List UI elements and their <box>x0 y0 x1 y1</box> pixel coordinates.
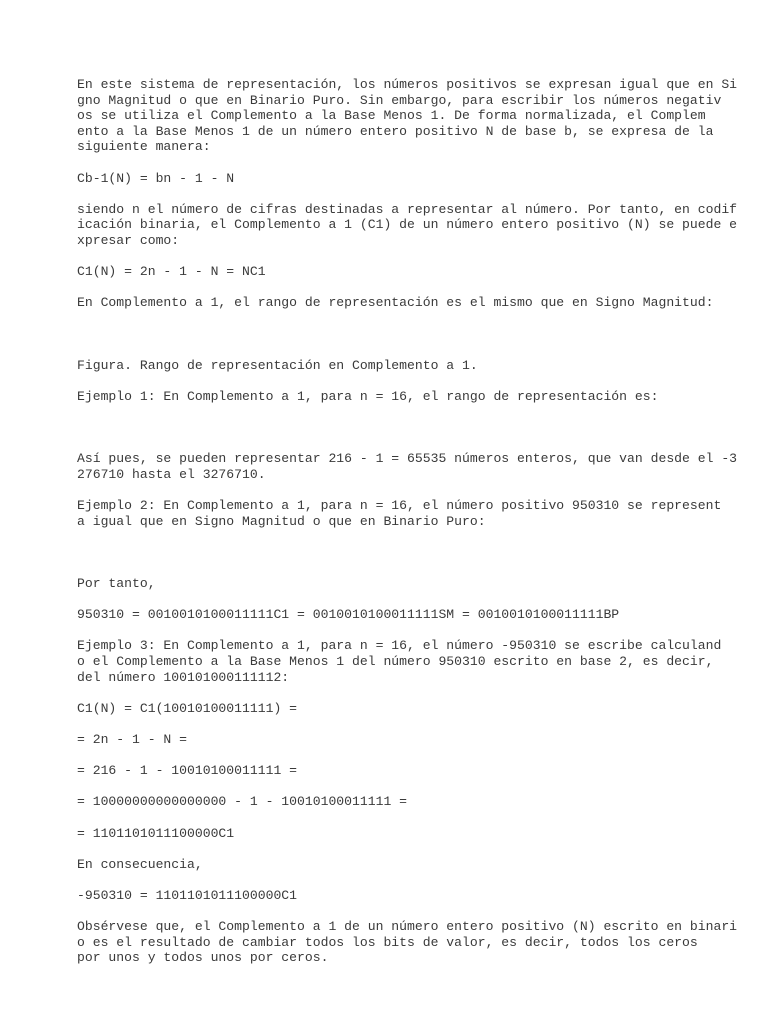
observation-paragraph: Obsérvese que, el Complemento a 1 de un número entero positivo (N) escrito en binari o es el resultado de cambiar todos los bits de valor, es decir, todos los ceros por unos y todos unos por ceros. <box>77 919 738 966</box>
example-3-paragraph: Ejemplo 3: En Complemento a 1, para n = 16, el número -950310 se escribe calculand o el Complemento a la Base Menos 1 del número 950310 escrito en base 2, es decir, del número 100101000111112: <box>77 638 722 685</box>
figure-caption: Figura. Rango de representación en Complemento a 1. <box>77 357 478 373</box>
calc-step-5: = 1101101011100000C1 <box>77 825 235 841</box>
calc-step-4: = 10000000000000000 - 1 - 10010100011111 = <box>77 794 408 810</box>
intro-paragraph: En este sistema de representación, los números positivos se expresan igual que en Si gno Magnitud o que en Binario Puro. Sin embargo, para escribir los números negativ os se utiliza el Complemento a la Base Menos 1. De forma normalizada, el Complem ento a la Base Menos 1 de un número entero positivo N de base b, se expresa de la siguiente manera: <box>77 77 738 155</box>
example-1-paragraph: Ejemplo 1: En Complemento a 1, para n = 16, el rango de representación es: <box>77 388 659 404</box>
example-3-result: -950310 = 1101101011100000C1 <box>77 887 298 903</box>
formula-complement-one: C1(N) = 2n - 1 - N = NC1 <box>77 264 266 280</box>
therefore-label: Por tanto, <box>77 576 156 592</box>
consequence-label: En consecuencia, <box>77 856 203 872</box>
explanation-paragraph: siendo n el número de cifras destinadas a representar al número. Por tanto, en codif icación binaria, el Complemento a 1 (C1) de un número entero positivo (N) se puede e xpresar como: <box>77 201 738 248</box>
range-paragraph: En Complemento a 1, el rango de representación es el mismo que en Signo Magnitud: <box>77 295 714 311</box>
calc-step-2: = 2n - 1 - N = <box>77 731 188 747</box>
example-2-result: 950310 = 0010010100011111C1 = 0010010100011111SM = 0010010100011111BP <box>77 607 620 623</box>
document-body <box>77 77 737 966</box>
calc-step-3: = 216 - 1 - 10010100011111 = <box>77 763 298 779</box>
example-2-paragraph: Ejemplo 2: En Complemento a 1, para n = 16, el número positivo 950310 se represent a igual que en Signo Magnitud o que en Binario Puro: <box>77 498 722 529</box>
formula-complement-base-minus-one: Cb-1(N) = bn - 1 - N <box>77 170 235 186</box>
range-result-paragraph: Así pues, se pueden representar 216 - 1 = 65535 números enteros, que van desde el -3 276710 hasta el 3276710. <box>77 451 738 482</box>
calc-step-1: C1(N) = C1(10010100011111) = <box>77 700 298 716</box>
